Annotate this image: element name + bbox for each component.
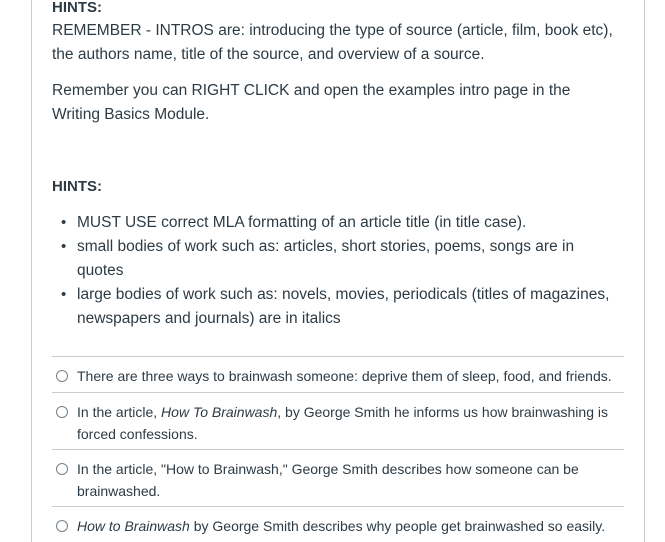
radio-unselected-icon[interactable]: [56, 463, 68, 475]
radio-unselected-icon[interactable]: [56, 520, 68, 532]
answer-text: [77, 518, 605, 534]
answer-text-suffix: by George Smith describes why people get brainwashed so easily.: [189, 518, 606, 534]
answer-text-line-2: forced confessions.: [77, 426, 198, 442]
hint-text-line-1: large bodies of work such as: novels, movies, periodicals (titles of magazines,: [77, 286, 610, 303]
answer-text-line-1: [77, 401, 624, 423]
answer-text-line-1: In the article, "How to Brainwash," George Smith describes how someone can be: [77, 461, 579, 477]
answer-text-line-2: brainwashed.: [77, 483, 161, 499]
hint-item-large-works: [61, 283, 632, 331]
hint-text-line-2: newspapers and journals) are in italics: [77, 310, 341, 327]
hints-heading-second: HINTS:: [52, 178, 102, 195]
radio-unselected-icon[interactable]: [56, 370, 68, 382]
bullet-icon: •: [61, 286, 67, 303]
right-click-line-1: Remember you can RIGHT CLICK and open the examples intro page in the: [52, 82, 571, 99]
bullet-icon: •: [61, 238, 67, 255]
intro-reminder-line-1: REMEMBER - INTROS are: introducing the type of source (article, film, book etc),: [52, 22, 613, 39]
bullet-icon: •: [61, 214, 67, 231]
right-click-line-2: Writing Basics Module.: [52, 106, 210, 123]
answer-title-italic: How To Brainwash: [161, 404, 278, 420]
answer-option-4[interactable]: [52, 506, 624, 542]
hints-list: [52, 211, 632, 331]
answer-title-italic: How to Brainwash: [77, 518, 190, 534]
answer-text-suffix: , by George Smith he informs us how brainwashing is: [277, 404, 608, 420]
answer-text: There are three ways to brainwash someone: deprive them of sleep, food, and friends.: [77, 368, 612, 384]
hints-heading-top: HINTS:: [52, 0, 102, 16]
hint-item-mla: [61, 211, 632, 235]
hint-text-line-2: quotes: [77, 262, 124, 279]
answer-option-2[interactable]: [52, 392, 624, 449]
radio-unselected-icon[interactable]: [56, 406, 68, 418]
hint-text-line-1: small bodies of work such as: articles, short stories, poems, songs are in: [77, 238, 575, 255]
answer-option-1[interactable]: [52, 356, 624, 392]
answer-option-3[interactable]: [52, 449, 624, 506]
hint-text: MUST USE correct MLA formatting of an article title (in title case).: [77, 214, 527, 231]
intro-reminder-line-2: the authors name, title of the source, and overview of a source.: [52, 46, 485, 63]
answer-text-prefix: In the article,: [77, 404, 162, 420]
hint-item-small-works: [61, 235, 632, 283]
answer-choices: [52, 356, 624, 542]
